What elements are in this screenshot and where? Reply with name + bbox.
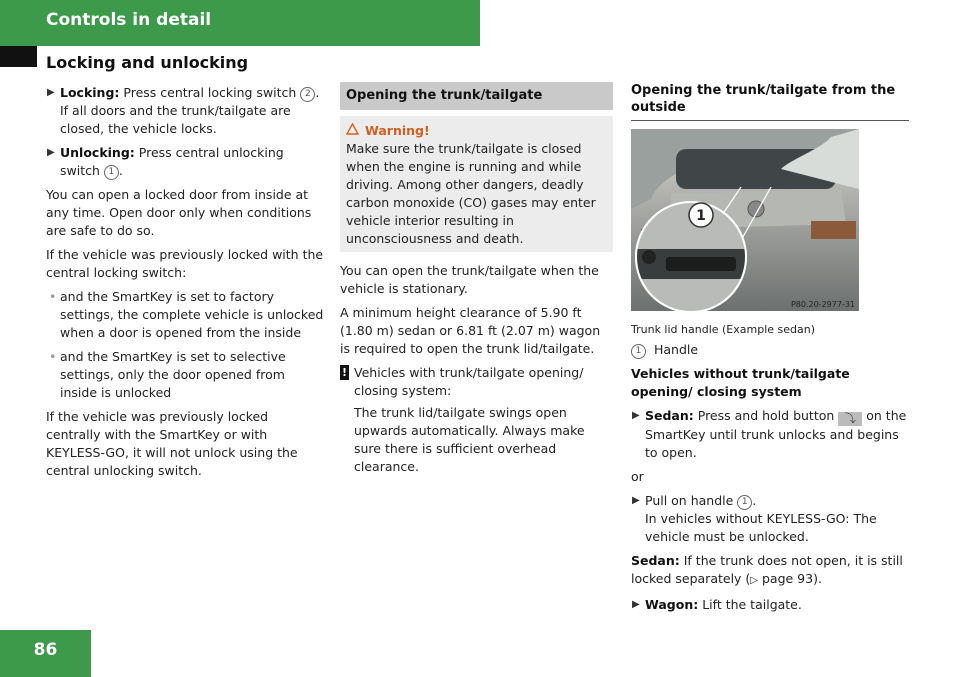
step-text: on the SmartKey until trunk unlocks and begins to open. <box>645 408 907 460</box>
dot-bullet-icon: • <box>49 289 57 304</box>
column-left <box>46 84 324 486</box>
warning-heading <box>346 122 607 140</box>
note-text: Vehicles with trunk/tailgate opening/ closing system: <box>354 365 584 398</box>
sedan-step <box>631 407 909 462</box>
page-title: Locking and unlocking <box>46 53 249 72</box>
punct: . <box>752 493 757 508</box>
box-title: Opening the trunk/tailgate <box>340 82 613 110</box>
warning-box <box>340 116 613 252</box>
unlocking-step <box>46 144 324 180</box>
note-text: The trunk lid/tailgate swings open upwards automatically. Always make sure there is sufficient overhead clearance. <box>354 405 585 474</box>
subheading: Vehicles without trunk/tailgate opening/ closing system <box>631 366 850 399</box>
sedan-label: Sedan: <box>645 408 694 423</box>
page-reference[interactable]: page 93). <box>761 571 822 586</box>
wagon-step <box>631 596 909 614</box>
paragraph: If the vehicle was previously locked with the central locking switch: <box>46 247 324 280</box>
section-heading: Opening the trunk/tailgate from the outside <box>631 82 909 121</box>
trunk-button-icon: ⤵ <box>838 412 862 426</box>
section-title: Controls in detail <box>46 10 212 30</box>
wagon-label: Wagon: <box>645 597 699 612</box>
arrow-bullet-icon: ▶ <box>632 495 640 506</box>
exclamation-icon: ! <box>341 366 348 379</box>
figure-caption: Trunk lid handle (Example sedan) <box>631 323 816 336</box>
dot-bullet-icon: • <box>49 349 57 364</box>
callout-1: 1 <box>631 344 646 359</box>
note <box>340 364 613 476</box>
sedan-label: Sedan: <box>631 553 680 568</box>
step-text: Press and hold button <box>697 408 835 423</box>
handle-step <box>631 492 909 546</box>
arrow-bullet-icon: ▶ <box>632 599 640 610</box>
or-text: or <box>631 469 644 484</box>
locking-text: Press central locking switch <box>123 85 297 100</box>
photo-callout: 1 <box>696 208 706 224</box>
figure-legend <box>631 341 909 359</box>
punct: . <box>315 85 320 100</box>
photo-code: P80.20-2977-31 <box>790 300 855 309</box>
unlocking-text: Press central unlocking switch <box>60 145 284 178</box>
paragraph: A minimum height clearance of 5.90 ft (1.80 m) sedan or 6.81 ft (2.07 m) wagon is required to open the trunk lid/tailgate. <box>340 305 601 356</box>
column-middle <box>340 82 613 480</box>
paragraph: If the vehicle was previously locked centrally with the SmartKey or with KEYLESS-GO, it will not unlock using the central unlocking switch. <box>46 409 298 478</box>
locking-result: If all doors and the trunk/tailgate are closed, the vehicle locks. <box>60 103 291 136</box>
callout-2: 2 <box>300 87 315 102</box>
punct: . <box>118 163 123 178</box>
arrow-bullet-icon: ▶ <box>47 147 55 158</box>
paragraph: You can open a locked door from inside at any time. Open door only when conditions are safe to do so. <box>46 187 312 238</box>
warning-text: Make sure the trunk/tailgate is closed when the engine is running and while driving. Among other dangers, deadly carbon monoxide (CO) gases may enter vehicle interior resulting in unconsciousness and death. <box>346 141 596 246</box>
callout-1: 1 <box>104 165 119 180</box>
legend-text: Handle <box>653 342 699 357</box>
callout-1: 1 <box>737 495 752 510</box>
warning-triangle-icon <box>346 122 359 140</box>
list-item <box>46 288 324 342</box>
step-text: Pull on handle <box>645 493 734 508</box>
page-ref-icon: ▷ <box>750 575 758 586</box>
paragraph: You can open the trunk/tailgate when the vehicle is stationary. <box>340 263 599 296</box>
locking-step <box>46 84 324 138</box>
step-text: In vehicles without KEYLESS-GO: The vehicle must be unlocked. <box>645 511 877 544</box>
arrow-bullet-icon: ▶ <box>632 410 640 421</box>
arrow-bullet-icon: ▶ <box>47 87 55 98</box>
column-right <box>631 82 909 620</box>
list-text: and the SmartKey is set to selective settings, only the door opened from inside is unlocked <box>60 349 286 400</box>
warning-title: Warning! <box>365 123 430 138</box>
page-number: 86 <box>33 640 58 660</box>
list-text: and the SmartKey is set to factory settings, the complete vehicle is unlocked when a door is opened from the inside <box>60 289 324 340</box>
locking-label: Locking: <box>60 85 120 100</box>
list-item <box>46 348 324 402</box>
trunk-handle-photo <box>631 129 859 311</box>
sedan-note <box>631 552 909 590</box>
step-text: Lift the tailgate. <box>702 597 802 612</box>
header-marker <box>0 46 37 67</box>
note-text: If the trunk does not open, it is still locked separately ( <box>631 553 903 586</box>
unlocking-label: Unlocking: <box>60 145 135 160</box>
